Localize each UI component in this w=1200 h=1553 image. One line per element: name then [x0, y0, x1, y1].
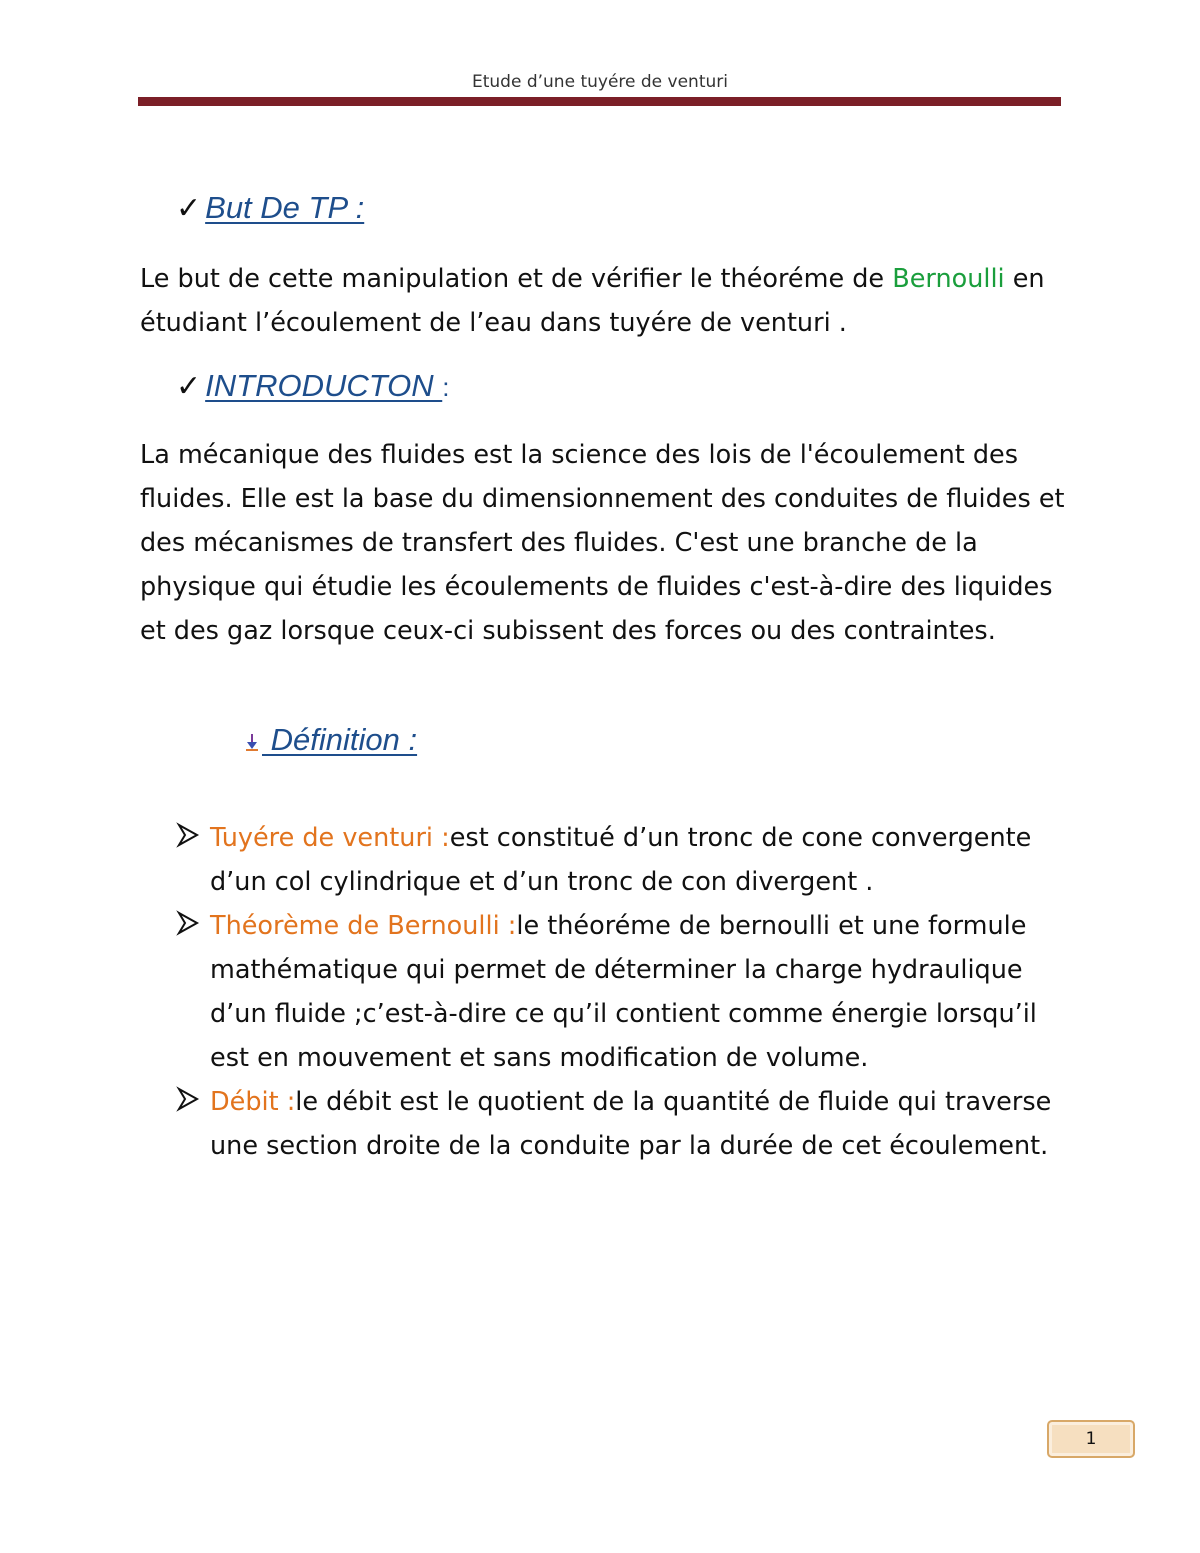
- paragraph-line: étudiant l’écoulement de l’eau dans tuyére de venturi .: [140, 308, 847, 338]
- paragraph-line: des mécanismes de transfert des fluides. C'est une branche de la: [140, 528, 978, 558]
- paragraph-but: [140, 257, 1070, 345]
- paragraph-line: physique qui étudie les écoulements de fluides c'est-à-dire des liquides: [140, 572, 1053, 602]
- paragraph-line: fluides. Elle est la base du dimensionnement des conduites de fluides et: [140, 484, 1065, 514]
- arrowhead-bullet-icon: [176, 904, 210, 940]
- definition-list: [176, 816, 1076, 1168]
- arrowhead-bullet-icon: [176, 816, 210, 852]
- text-run: Le but de cette manipulation et de vérifier le théoréme de: [140, 264, 893, 294]
- page-number-badge: [1047, 1420, 1135, 1458]
- list-item-text: [210, 904, 1070, 1080]
- definition-heading: [244, 722, 417, 760]
- list-item: [176, 816, 1076, 904]
- bernoulli-highlight: Bernoulli: [892, 264, 1005, 294]
- page-header-title: Etude d’une tuyére de venturi: [472, 72, 728, 92]
- down-arrow-bullet-icon: [244, 724, 260, 760]
- list-item-text: [210, 816, 1070, 904]
- definition-term: Théorème de Bernoulli :: [210, 911, 517, 941]
- definition-term: Débit :: [210, 1087, 296, 1117]
- section-heading-introduction: [176, 368, 449, 404]
- checkmark-icon: ✓: [176, 192, 202, 225]
- paragraph-line: La mécanique des fluides est la science des lois de l'écoulement des: [140, 440, 1018, 470]
- heading-text: But De TP :: [205, 190, 365, 225]
- checkmark-icon: ✓: [176, 370, 202, 403]
- definition-text: est constitué d’un tronc de cone convergente d’un col cylindrique et d’un tronc de con divergent .: [210, 823, 1032, 897]
- section-heading-but: [176, 190, 364, 226]
- page-number: 1: [1085, 1429, 1097, 1449]
- definition-text: le débit est le quotient de la quantité de fluide qui traverse une section droite de la conduite par la durée de cet écoulement.: [210, 1087, 1052, 1161]
- heading-text: INTRODUCTON: [205, 368, 443, 403]
- definition-text: le théoréme de bernoulli et une formule mathématique qui permet de déterminer la charge hydraulique d’un fluide ;c’est-à-dire ce qu’il contient comme énergie lorsqu’il est en mouvement et sans modification de volume.: [210, 911, 1037, 1073]
- list-item: [176, 1080, 1076, 1168]
- paragraph-line: [140, 257, 1070, 301]
- paragraph-introduction: [140, 433, 1070, 653]
- paragraph-line: et des gaz lorsque ceux-ci subissent des forces ou des contraintes.: [140, 616, 996, 646]
- arrowhead-bullet-icon: [176, 1080, 210, 1116]
- list-item: [176, 904, 1076, 1080]
- text-run: en: [1004, 264, 1045, 294]
- definition-term: Tuyére de venturi :: [210, 823, 450, 853]
- list-item-text: [210, 1080, 1070, 1168]
- heading-colon: :: [442, 372, 450, 402]
- heading-text: Définition :: [262, 722, 418, 757]
- header-divider: [138, 97, 1061, 106]
